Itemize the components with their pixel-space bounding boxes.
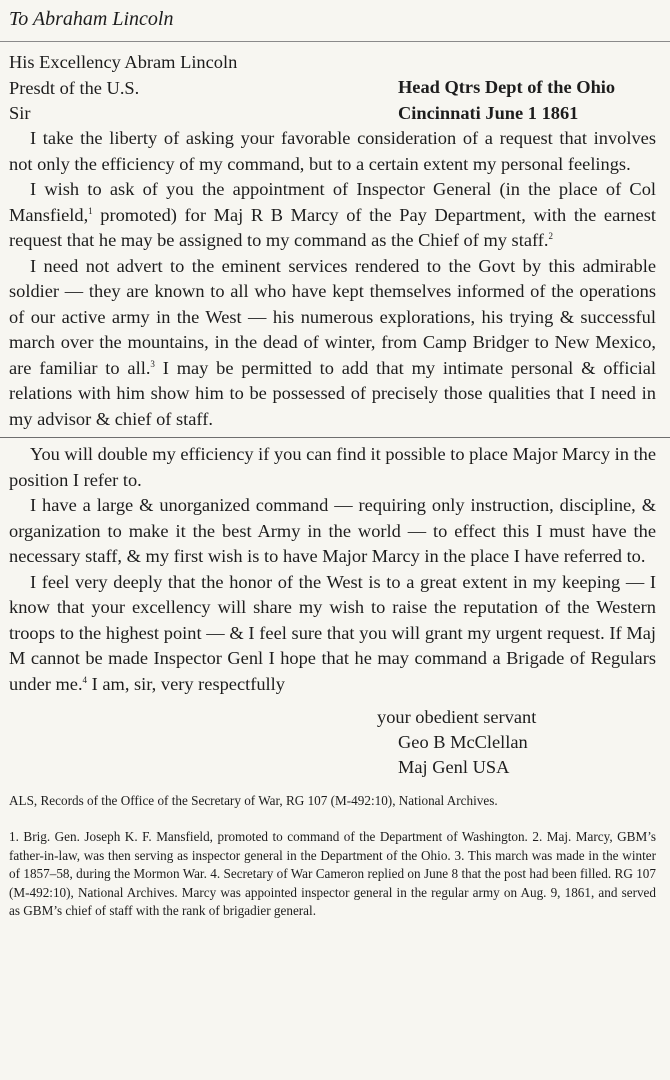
footnote-marker: 3 [150,358,155,369]
letter-paragraph [9,442,656,493]
footnote-marker: 4 [82,674,88,685]
letter-paragraph [9,570,656,698]
paragraph-text: I may be permitted to add that my intimate personal & official relations with him show him to be possessed of precisely those qualities that I need in my advisor & chief of staff. [9,357,656,429]
recipient-line: Sir [9,103,31,123]
address-block [9,50,656,127]
recipient-block [9,50,237,127]
recipient-line: Presdt of the U.S. [9,77,140,98]
recipient-line: His Excellency Abram Lincoln [9,52,238,72]
signature-rank: Maj Genl USA [398,757,510,777]
paragraph-text: promoted) for Maj R B Marcy of the Pay Department, with the earnest request that he may be assigned to my command as the Chief of my staff. [9,204,656,250]
signature-block [377,705,656,780]
paragraph-text: I wish to ask of you the appointment of Inspector General (in the place of Col Mansfield, [9,179,656,225]
footnotes: 1. Brig. Gen. Joseph K. F. Mansfield, promoted to command of the Department of Washington. 2. Maj. Marcy, GBM’s father-in-law, was then serving as inspector general in the Department of the Ohio. 3. This march was made in the winter of 1857–58, during the Mormon War. 4. Secretary of War Cameron replied on June 8 that the post had been filled. RG 107 (M-492:10), National Archives. Marcy was appointed inspector general in the regular army on Aug. 9, 1861, and served as GBM’s chief of staff with the rank of brigadier general. [9,829,656,918]
page-break-divider [0,437,670,438]
header-bar [0,0,670,42]
location-line: Cincinnati June 1 1861 [398,102,579,123]
letter-paragraph [9,493,656,570]
paragraph-text: I feel very deeply that the honor of the West is to a great extent in my keeping — I know that your excellency will share my wish to raise the reputation of the Western troops to the highest point — & I feel sure that you will grant my urgent request. If Maj M cannot be made Inspector Genl I hope that he may command a Brigade of Regulars under me. [9,571,656,694]
paragraph-text: I am, sir, very respectfully [87,673,285,694]
footnote-marker: 1 [88,205,93,216]
letter-paragraph [9,254,656,433]
letter-body [0,42,670,921]
letter-paragraph [9,177,656,254]
sender-location [398,75,615,126]
signature-name: Geo B McClellan [398,732,528,752]
closing-line: your obedient servant [377,707,537,727]
footnote-marker: 2 [548,230,553,241]
paragraph-text: You will double my efficiency if you can find it possible to place Major Marcy in the position I refer to. [9,444,657,490]
paragraph-text: I have a large & unorganized command — requiring only instruction, discipline, & organization to make it the best Army in the world — to effect this I must have the necessary staff, & my first wish is to have Major Marcy in the place I have referred to. [9,495,656,566]
location-line: Head Qtrs Dept of the Ohio [398,77,616,97]
paragraph-text: I need not advert to the eminent services rendered to the Govt by this admirable soldier — they are known to all who have kept themselves informed of the operations of our active army in the West — his numerous explorations, his trying & successful march over the mountains, in the dead of winter, from Camp Bridger to New Mexico, are familiar to all. [9,255,656,378]
source-citation: ALS, Records of the Office of the Secretary of War, RG 107 (M-492:10), National Archives. [9,793,498,808]
letter-title: To Abraham Lincoln [9,8,174,30]
letter-paragraph: I take the liberty of asking your favorable consideration of a request that involves not only the efficiency of my command, but to a certain extent my personal feelings. [9,128,656,174]
